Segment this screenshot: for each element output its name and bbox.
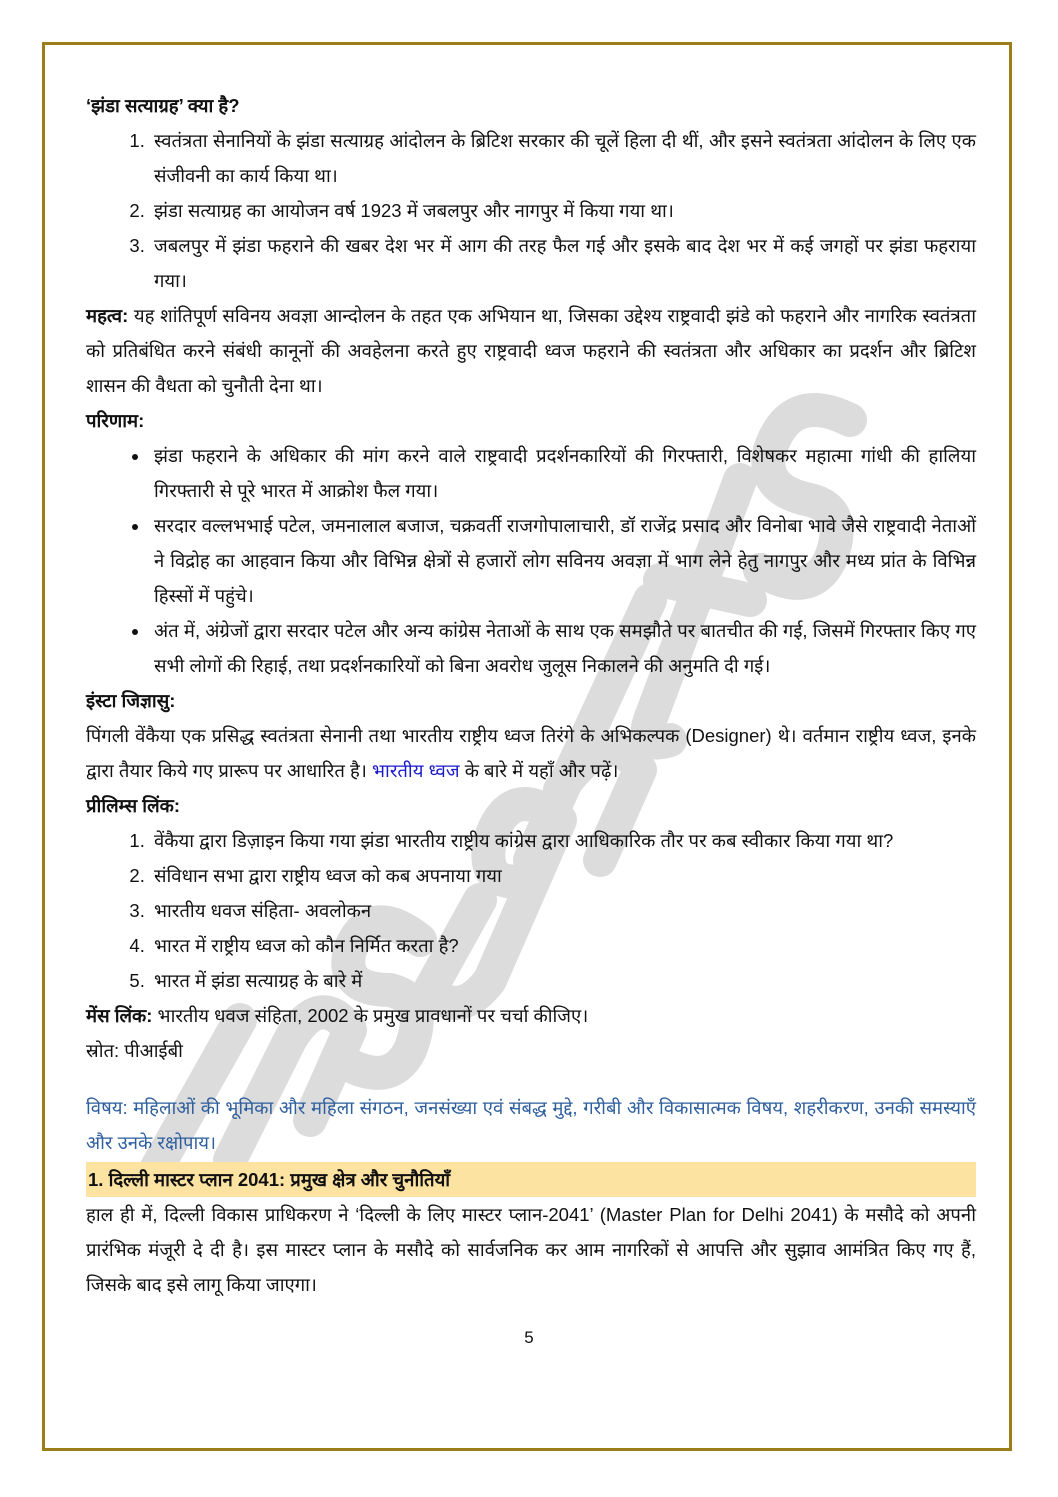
insta-text: पिंगली वेंकैया एक प्रसिद्ध स्वतंत्रता सेनानी तथा भारतीय राष्ट्रीय ध्वज तिरंगे के अभिकल्पक (Designer) थे। वर्तमान राष्ट्रीय ध्वज, इनके द्वारा तैयार किये गए प्रारूप पर आधारित है। xyxy=(86,725,976,781)
list-item: 4. भारत में राष्ट्रीय ध्वज को कौन निर्मित करता है? xyxy=(150,928,976,963)
list-item: 2. झंडा सत्याग्रह का आयोजन वर्ष 1923 में जबलपुर और नागपुर में किया गया था। xyxy=(150,193,976,228)
source-text: पीआईबी xyxy=(119,1040,183,1061)
mains-label: मेंस लिंक: xyxy=(86,1005,153,1026)
results-heading: परिणाम: xyxy=(86,410,145,431)
insta-heading: इंस्टा जिज्ञासु: xyxy=(86,690,176,711)
list-item: 2. संविधान सभा द्वारा राष्ट्रीय ध्वज को कब अपनाया गया xyxy=(150,858,976,893)
list-item: • झंडा फहराने के अधिकार की मांग करने वाले राष्ट्रवादी प्रदर्शनकारियों की गिरफ्तारी, विशेषकर महात्मा गांधी की हालिया गिरफ्तारी से पूरे भारत में आक्रोश फैल गया। xyxy=(150,438,976,508)
indian-flag-link[interactable]: भारतीय ध्वज xyxy=(372,760,460,781)
article-body: हाल ही में, दिल्ली विकास प्राधिकरण ने ‘दिल्ली के लिए मास्टर प्लान-2041’ (Master Plan for Delhi 2041) के मसौदे को अपनी प्रारंभिक मंजूरी दे दी है। इस मास्टर प्लान के मसौदे को सार्वजनिक कर आम नागरिकों से आपत्ति और सुझाव आमंत्रित किए गए हैं, जिसके बाद इसे लागू किया जाएगा। xyxy=(86,1204,976,1295)
importance-label: महत्व: xyxy=(86,305,129,326)
importance-paragraph xyxy=(86,298,976,403)
list-item: • अंत में, अंग्रेजों द्वारा सरदार पटेल और अन्य कांग्रेस नेताओं के साथ एक समझौते पर बातचीत की गई, जिसमें गिरफ्तार किए गए सभी लोगों की रिहाई, तथा प्रदर्शनकारियों को बिना अवरोध जुलूस निकालने की अनुमति दी गई। xyxy=(150,613,976,683)
list-item: 5. भारत में झंडा सत्याग्रह के बारे में xyxy=(150,963,976,998)
section-heading: ‘झंडा सत्याग्रह’ क्या है? xyxy=(86,95,240,116)
article-title-banner: 1. दिल्ली मास्टर प्लान 2041: प्रमुख क्षेत्र और चुनौतियाँ xyxy=(86,1162,976,1197)
list-item: 1. वेंकैया द्वारा डिज़ाइन किया गया झंडा भारतीय राष्ट्रीय कांग्रेस द्वारा आधिकारिक तौर पर कब स्वीकार किया गया था? xyxy=(150,823,976,858)
importance-text: यह शांतिपूर्ण सविनय अवज्ञा आन्दोलन के तहत एक अभियान था, जिसका उद्देश्य राष्ट्रवादी झंडे को फहराने और नागरिक स्वतंत्रता को प्रतिबंधित करने संबंधी कानूनों की अवहेलना करते हुए राष्ट्रवादी ध्वज फहराने की स्वतंत्रता और अधिकार का प्रदर्शन और ब्रिटिश शासन की वैधता को चुनौती देना था। xyxy=(86,305,976,396)
list-item: • सरदार वल्लभभाई पटेल, जमनालाल बजाज, चक्रवर्ती राजगोपालाचारी, डॉ राजेंद्र प्रसाद और विनोबा भावे जैसे राष्ट्रवादी नेताओं ने विद्रोह का आहवान किया और विभिन्न क्षेत्रों से हजारों लोग सविनय अवज्ञा में भाग लेने हेतु नागपुर और मध्य प्रांत के विभिन्न हिस्सों में पहुंचे। xyxy=(150,508,976,613)
insta-paragraph xyxy=(86,718,976,788)
results-list xyxy=(86,438,976,683)
list-item: 1. स्वतंत्रता सेनानियों के झंडा सत्याग्रह आंदोलन के ब्रिटिश सरकार की चूलें हिला दी थीं, और इसने स्वतंत्रता आंदोलन के लिए एक संजीवनी का कार्य किया था। xyxy=(150,123,976,193)
insta-text-end: के बारे में यहाँ और पढ़ें। xyxy=(459,760,619,781)
prelims-list xyxy=(86,823,976,998)
source-label: स्रोत: xyxy=(86,1040,120,1061)
points-list xyxy=(86,123,976,298)
source-paragraph xyxy=(86,1033,976,1068)
page-content xyxy=(86,0,976,1302)
topic-line: विषय: महिलाओं की भूमिका और महिला संगठन, जनसंख्या एवं संबद्ध मुद्दे, गरीबी और विकासात्मक विषय, शहरीकरण, उनकी समस्याएँ और उनके रक्षोपाय। xyxy=(86,1097,976,1153)
list-item: 3. भारतीय धवज संहिता- अवलोकन xyxy=(150,893,976,928)
list-item: 3. जबलपुर में झंडा फहराने की खबर देश भर में आग की तरह फैल गई और इसके बाद देश भर में कई जगहों पर झंडा फहराया गया। xyxy=(150,228,976,298)
mains-text: भारतीय धवज संहिता, 2002 के प्रमुख प्रावधानों पर चर्चा कीजिए। xyxy=(152,1005,589,1026)
page-number: 5 xyxy=(524,1328,534,1347)
mains-paragraph xyxy=(86,998,976,1033)
prelims-heading: प्रीलिम्स लिंक: xyxy=(86,795,181,816)
